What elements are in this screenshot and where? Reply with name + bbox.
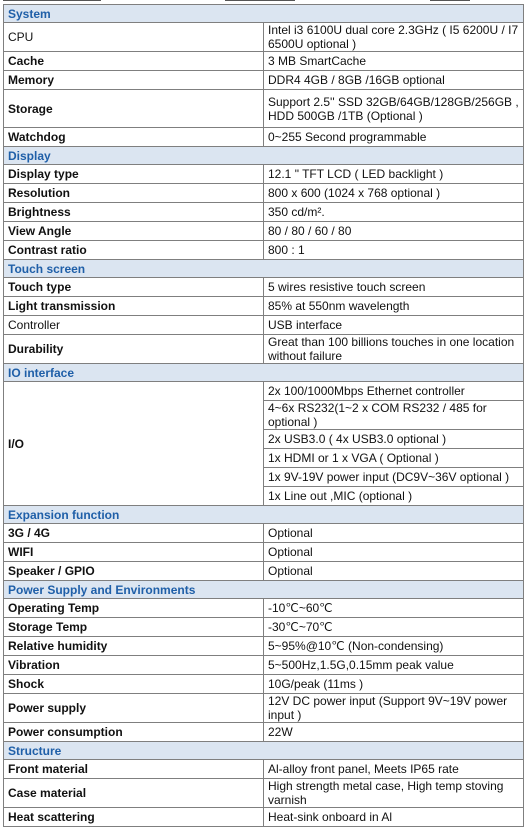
section-title: Touch screen (4, 260, 524, 278)
spec-value: USB interface (264, 316, 524, 335)
spec-row-case-material (4, 779, 524, 808)
spec-value: Optional (264, 524, 524, 543)
spec-value: High strength metal case, High temp stoving varnish (264, 779, 524, 808)
section-title: Display (4, 147, 524, 165)
spec-row-shock (4, 675, 524, 694)
spec-label: Power supply (4, 694, 264, 723)
spec-label: Durability (4, 335, 264, 364)
spec-label: Memory (4, 71, 264, 90)
spec-row-heat-scattering (4, 808, 524, 827)
section-header-system (4, 5, 524, 23)
spec-label: Vibration (4, 656, 264, 675)
spec-value: 3 MB SmartCache (264, 52, 524, 71)
spec-row-wifi (4, 543, 524, 562)
spec-label: Contrast ratio (4, 241, 264, 260)
spec-value: 5~95%@10℃ (Non-condensing) (264, 637, 524, 656)
spec-row-speaker-gpio (4, 562, 524, 581)
spec-label: View Angle (4, 222, 264, 241)
spec-value: 5 wires resistive touch screen (264, 278, 524, 297)
spec-label: Power consumption (4, 723, 264, 742)
spec-value: 800 x 600 (1024 x 768 optional ) (264, 184, 524, 203)
spec-row-vibration (4, 656, 524, 675)
section-title: Structure (4, 742, 524, 760)
spec-row-display-type (4, 165, 524, 184)
spec-row-cpu (4, 23, 524, 52)
spec-row-view-angle (4, 222, 524, 241)
spec-value: Al-alloy front panel, Meets IP65 rate (264, 760, 524, 779)
spec-value: Great than 100 billions touches in one location without failure (264, 335, 524, 364)
section-header-touch-screen (4, 260, 524, 278)
spec-row-cache (4, 52, 524, 71)
spec-row-relative-humidity (4, 637, 524, 656)
section-title: IO interface (4, 364, 524, 382)
spec-value: 1x Line out ,MIC (optional ) (264, 487, 524, 506)
spec-value: 2x 100/1000Mbps Ethernet controller (264, 382, 524, 401)
spec-value: 12.1 " TFT LCD ( LED backlight ) (264, 165, 524, 184)
spec-value: 80 / 80 / 60 / 80 (264, 222, 524, 241)
spec-row-operating-temp (4, 599, 524, 618)
spec-label: Operating Temp (4, 599, 264, 618)
spec-label: Watchdog (4, 128, 264, 147)
spec-value: DDR4 4GB / 8GB /16GB optional (264, 71, 524, 90)
spec-row-storage-temp (4, 618, 524, 637)
spec-label: Front material (4, 760, 264, 779)
spec-label: Case material (4, 779, 264, 808)
spec-row-power-supply (4, 694, 524, 723)
spec-row-brightness (4, 203, 524, 222)
spec-label: WIFI (4, 543, 264, 562)
spec-value: 1x HDMI or 1 x VGA ( Optional ) (264, 449, 524, 468)
spec-value: Optional (264, 562, 524, 581)
spec-value: 0~255 Second programmable (264, 128, 524, 147)
spec-row-storage (4, 90, 524, 128)
section-title: System (4, 5, 524, 23)
spec-table (3, 4, 524, 827)
spec-value: 5~500Hz,1.5G,0.15mm peak value (264, 656, 524, 675)
spec-value: 1x 9V-19V power input (DC9V~36V optional ) (264, 468, 524, 487)
spec-value: Heat-sink onboard in Al (264, 808, 524, 827)
spec-label: Display type (4, 165, 264, 184)
spec-value: 22W (264, 723, 524, 742)
spec-label: Brightness (4, 203, 264, 222)
spec-table-body (4, 5, 524, 827)
spec-row-3g-4g (4, 524, 524, 543)
spec-row-power-consumption (4, 723, 524, 742)
spec-value: 800 : 1 (264, 241, 524, 260)
spec-value: -30℃~70℃ (264, 618, 524, 637)
spec-label: Touch type (4, 278, 264, 297)
spec-value: 10G/peak (11ms ) (264, 675, 524, 694)
section-title: Expansion function (4, 506, 524, 524)
spec-value: 4~6x RS232(1~2 x COM RS232 / 485 for optional ) (264, 401, 524, 430)
spec-label: Light transmission (4, 297, 264, 316)
section-header-io-interface (4, 364, 524, 382)
spec-row-resolution (4, 184, 524, 203)
spec-value: 2x USB3.0 ( 4x USB3.0 optional ) (264, 430, 524, 449)
spec-value: Intel i3 6100U dual core 2.3GHz ( I5 6200U / I7 6500U optional ) (264, 23, 524, 52)
spec-label: Storage (4, 90, 264, 128)
section-header-display (4, 147, 524, 165)
spec-value: 350 cd/m². (264, 203, 524, 222)
spec-label: Cache (4, 52, 264, 71)
spec-label: 3G / 4G (4, 524, 264, 543)
spec-label: Storage Temp (4, 618, 264, 637)
spec-row-light-transmission (4, 297, 524, 316)
spec-label: Speaker / GPIO (4, 562, 264, 581)
spec-value: 85% at 550nm wavelength (264, 297, 524, 316)
spec-label: I/O (4, 382, 264, 506)
spec-row-contrast-ratio (4, 241, 524, 260)
spec-row-controller (4, 316, 524, 335)
spec-row-front-material (4, 760, 524, 779)
spec-value: 12V DC power input (Support 9V~19V power input ) (264, 694, 524, 723)
spec-value: Support 2.5'' SSD 32GB/64GB/128GB/256GB , HDD 500GB /1TB (Optional ) (264, 90, 524, 128)
spec-label: CPU (4, 23, 264, 52)
spec-label: Heat scattering (4, 808, 264, 827)
spec-row-i-o-1 (4, 382, 524, 401)
spec-label: Relative humidity (4, 637, 264, 656)
spec-row-memory (4, 71, 524, 90)
spec-label: Controller (4, 316, 264, 335)
spec-row-durability (4, 335, 524, 364)
spec-label: Resolution (4, 184, 264, 203)
section-title: Power Supply and Environments (4, 581, 524, 599)
spec-row-touch-type (4, 278, 524, 297)
section-header-expansion-function (4, 506, 524, 524)
spec-label: Shock (4, 675, 264, 694)
spec-value: -10℃~60℃ (264, 599, 524, 618)
spec-value: Optional (264, 543, 524, 562)
section-header-structure (4, 742, 524, 760)
spec-row-watchdog (4, 128, 524, 147)
section-header-power-supply-and-environments (4, 581, 524, 599)
